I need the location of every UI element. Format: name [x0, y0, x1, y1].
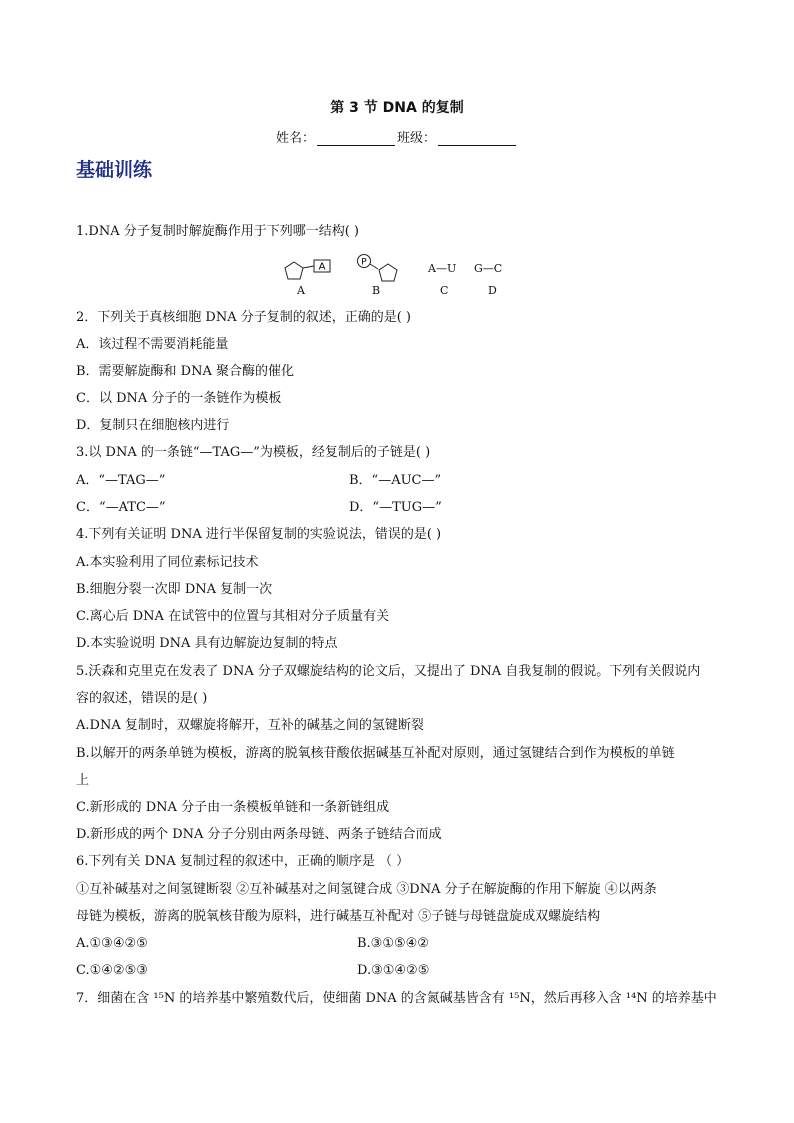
class-label: 班级： — [397, 131, 437, 146]
class-blank[interactable] — [438, 131, 516, 146]
q5-option-c[interactable]: C.新形成的 DNA 分子由一条模板单链和一条新链组成 — [76, 800, 390, 815]
q4-option-b[interactable]: B.细胞分裂一次即 DNA 复制一次 — [76, 582, 273, 597]
question-6-stem: 6.下列有关 DNA 复制过程的叙述中，正确的顺序是 （ ） — [76, 854, 410, 869]
figure-label-a: A — [297, 284, 305, 297]
q2-option-b[interactable]: B．需要解旋酶和 DNA 聚合酶的催化 — [76, 364, 295, 379]
question-7-stem: 7．细菌在含 ¹⁵N 的培养基中繁殖数代后，使细菌 DNA 的含氮碱基皆含有 ¹⁵N，然后再移入含 ¹⁴N 的培养基中 — [76, 991, 717, 1006]
q4-option-d[interactable]: D.本实验说明 DNA 具有边解旋边复制的特点 — [76, 636, 338, 651]
q2-option-c[interactable]: C．以 DNA 分子的一条链作为模板 — [76, 391, 282, 406]
section-title: 基础训练 — [76, 159, 153, 181]
student-info — [276, 127, 518, 146]
figure-label-c: C — [440, 284, 449, 297]
q3-option-d[interactable]: D．“—TUG—” — [349, 500, 442, 515]
figure-label-b: B — [372, 284, 381, 297]
figure-label-d: D — [488, 284, 497, 297]
phosphate-letter: P — [361, 257, 367, 268]
pentagon-sugar-icon — [285, 262, 303, 279]
name-label: 姓名： — [276, 131, 316, 146]
q3-option-c[interactable]: C．“—ATC—” — [76, 500, 166, 515]
q6-option-b[interactable]: B.③①⑤④② — [357, 936, 429, 951]
q3-option-a[interactable]: A．“—TAG—” — [76, 473, 166, 488]
q5-option-b-continued: 上 — [76, 773, 90, 788]
question-5-stem-line2: 容的叙述，错误的是( ) — [76, 691, 208, 706]
question-2-stem: 2．下列关于真核细胞 DNA 分子复制的叙述，正确的是( ) — [76, 310, 411, 325]
question-3-stem: 3.以 DNA 的一条链“—TAG—”为模板，经复制后的子链是( ) — [76, 445, 431, 460]
q2-option-a[interactable]: A．该过程不需要消耗能量 — [76, 337, 229, 352]
q6-steps-line2: 母链为模板，游离的脱氧核苷酸为原料，进行碱基互补配对 ⑤子链与母链盘旋成双螺旋结构 — [76, 909, 601, 924]
q5-option-a[interactable]: A.DNA 复制时，双螺旋将解开，互补的碱基之间的氢键断裂 — [76, 718, 424, 733]
q4-option-c[interactable]: C.离心后 DNA 在试管中的位置与其相对分子质量有关 — [76, 609, 390, 624]
pentagon-sugar-icon — [379, 264, 397, 281]
q6-option-d[interactable]: D.③①④②⑤ — [357, 963, 430, 978]
base-pair-c: A—U — [428, 262, 457, 275]
q1-structure-figure — [278, 252, 518, 300]
name-blank[interactable] — [317, 131, 395, 146]
page-title: 第 3 节 DNA 的复制 — [330, 100, 464, 116]
q4-option-a[interactable]: A.本实验利用了同位素标记技术 — [76, 555, 259, 570]
question-4-stem: 4.下列有关证明 DNA 进行半保留复制的实验说法，错误的是( ) — [76, 527, 442, 542]
q5-option-b[interactable]: B.以解开的两条单链为模板，游离的脱氧核苷酸依据碱基互补配对原则，通过氢键结合到作为模板的单链 — [76, 746, 675, 761]
q6-steps-line1: ①互补碱基对之间氢键断裂 ②互补碱基对之间氢键合成 ③DNA 分子在解旋酶的作用下解旋 ④以两条 — [76, 882, 657, 897]
q5-option-d[interactable]: D.新形成的两个 DNA 分子分别由两条母链、两条子链结合而成 — [76, 827, 442, 842]
q6-option-a[interactable]: A.①③④②⑤ — [76, 936, 148, 951]
q3-option-b[interactable]: B．“—AUC—” — [349, 473, 442, 488]
base-pair-d: G—C — [474, 262, 503, 275]
q6-option-c[interactable]: C.①④②⑤③ — [76, 963, 148, 978]
q2-option-d[interactable]: D．复制只在细胞核内进行 — [76, 418, 230, 433]
question-5-stem-line1: 5.沃森和克里克在发表了 DNA 分子双螺旋结构的论文后，又提出了 DNA 自我复制的假说。下列有关假说内 — [76, 664, 701, 679]
question-1-stem: 1.DNA 分子复制时解旋酶作用于下列哪一结构( ) — [76, 224, 359, 239]
base-box-letter: A — [318, 261, 326, 273]
